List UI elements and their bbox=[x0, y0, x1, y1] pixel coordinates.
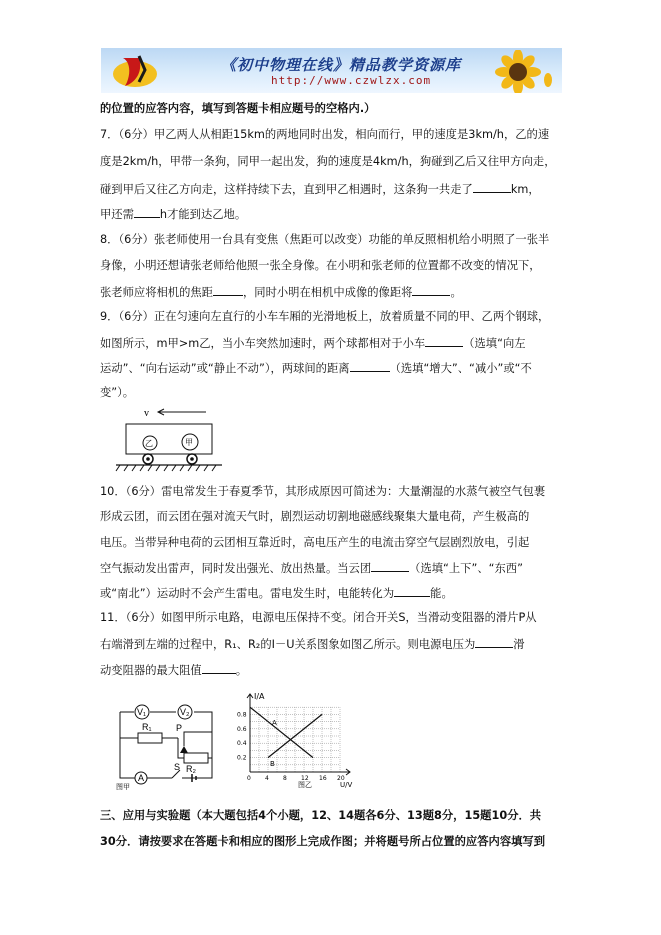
q9-cart-figure bbox=[114, 404, 224, 476]
y-tick-label: 0.8 bbox=[237, 711, 247, 719]
graph-caption: 图乙 bbox=[298, 781, 312, 789]
q7-line-4-text: 甲还需 bbox=[100, 208, 134, 221]
series-b-label: B bbox=[270, 760, 275, 768]
v1-label: V₁ bbox=[137, 707, 147, 717]
header-banner bbox=[101, 48, 562, 93]
q7-line-4 bbox=[100, 206, 246, 223]
sunflower-icon bbox=[478, 50, 558, 93]
q10-line-4-text: 空气振动发出雷声，同时发出强光、放出热量。当云团 bbox=[100, 562, 372, 575]
ground-hatch bbox=[116, 465, 216, 471]
q9-line-3 bbox=[100, 360, 532, 377]
q8-line-3-text-c: 。 bbox=[450, 286, 462, 299]
q10-line-5 bbox=[100, 585, 453, 602]
q9-answer-blank-1[interactable] bbox=[425, 335, 463, 347]
q9-line-1: 9．（6分）正在匀速向左直行的小车车厢的光滑地板上，放着质量不同的甲、乙两个钢球， bbox=[100, 310, 550, 323]
q10-line-2: 形成云团，而云团在强对流天气时，剧烈运动切割地磁感线聚集大量电荷，产生极高的 bbox=[100, 510, 530, 523]
q9-line-3-tail: （选填“增大”、“减小”或“不 bbox=[389, 362, 532, 375]
y-tick-label: 0.4 bbox=[237, 740, 247, 748]
logo-icon bbox=[109, 52, 161, 90]
q7-line-3 bbox=[100, 181, 540, 198]
q11-line-3-tail: 。 bbox=[235, 664, 247, 677]
section3-line-2: 30分．请按要求在答题卡和相应的图形上完成作图；并将题号所占位置的应答内容填写到 bbox=[100, 835, 546, 848]
x-tick-label: 8 bbox=[283, 775, 287, 782]
q8-line-3-text-a: 张老师应将相机的焦距 bbox=[100, 286, 213, 299]
q7-line-4-unit: h才能到达乙地。 bbox=[159, 208, 247, 221]
q10-line-5-text: 或“南北”）运动时不会产生雷电。雷电发生时，电能转化为 bbox=[100, 587, 395, 600]
x-tick-label: 4 bbox=[265, 775, 269, 782]
ball-yi-label: 乙 bbox=[145, 439, 153, 448]
resistor-r1 bbox=[138, 733, 162, 743]
resistor-r2 bbox=[184, 753, 208, 763]
q10-answer-blank-2[interactable] bbox=[394, 585, 430, 597]
q10-line-1: 10．（6分）雷电常发生于春夏季节，其形成原因可简述为：大量潮湿的水蒸气被空气包裹 bbox=[100, 485, 546, 498]
q11-line-3-text: 动变阻器的最大阻值 bbox=[100, 664, 202, 677]
banner-title: 《初中物理在线》精品教学资源库 bbox=[221, 56, 462, 74]
series-a-label: A bbox=[272, 719, 277, 727]
v2-label: V₂ bbox=[180, 707, 190, 717]
iu-graph bbox=[232, 690, 357, 790]
q8-line-3-text-b: ，同时小明在相机中成像的像距将 bbox=[242, 286, 413, 299]
wheel-right-hub bbox=[190, 457, 194, 461]
y-tick-label: 0.6 bbox=[237, 725, 247, 733]
series-a-line bbox=[250, 707, 313, 757]
x-tick-label: 20 bbox=[337, 775, 345, 782]
q7-answer-blank-2[interactable] bbox=[134, 206, 160, 218]
q7-answer-blank-1[interactable] bbox=[473, 181, 511, 193]
switch-s-label: S bbox=[174, 762, 181, 772]
q11-line-2-tail: 滑 bbox=[513, 638, 525, 651]
intro-line: 的位置的应答内容，填写到答题卡相应题号的空格内.） bbox=[100, 102, 376, 115]
q10-line-3: 电压。当带异种电荷的云团相互靠近时，高电压产生的电流击穿空气层剧烈放电，引起 bbox=[100, 536, 530, 549]
q8-answer-blank-2[interactable] bbox=[412, 284, 450, 296]
slider-p-label: P bbox=[176, 723, 183, 733]
q7-line-3-text: 碰到甲后又往乙方向走，这样持续下去，直到甲乙相遇时，这条狗一共走了 bbox=[100, 183, 473, 196]
x-tick-label: 0 bbox=[247, 775, 251, 782]
r2-label: R₂ bbox=[186, 764, 196, 774]
x-tick-label: 16 bbox=[319, 775, 327, 782]
q11-line-3 bbox=[100, 662, 247, 679]
q8-line-1: 8．（6分）张老师使用一台具有变焦（焦距可以改变）功能的单反照相机给小明照了一张半 bbox=[100, 233, 550, 246]
q11-line-2 bbox=[100, 636, 525, 653]
q9-line-2-tail: （选填“向左 bbox=[463, 337, 526, 350]
q9-line-2-text: 如图所示，m甲>m乙，当小车突然加速时，两个球都相对于小车 bbox=[100, 337, 426, 350]
banner-url: http://www.czwlzx.com bbox=[271, 74, 432, 87]
q11-answer-blank-2[interactable] bbox=[202, 662, 236, 674]
y-axis-label: I/A bbox=[254, 692, 265, 701]
x-tick-label: 12 bbox=[301, 775, 309, 782]
x-axis-label: U/V bbox=[340, 781, 353, 789]
q9-line-2 bbox=[100, 335, 526, 352]
ammeter-label: A bbox=[138, 773, 145, 783]
q8-answer-blank-1[interactable] bbox=[213, 284, 243, 296]
wheel-left-hub bbox=[146, 457, 150, 461]
q11-line-2-text: 右端滑到左端的过程中，R₁、R₂的I－U关系图象如图乙所示。则电源电压为 bbox=[100, 638, 476, 651]
q10-line-4 bbox=[100, 560, 523, 577]
q8-line-3 bbox=[100, 284, 462, 301]
circuit-caption: 图甲 bbox=[116, 783, 130, 790]
q7-line-3-unit: km， bbox=[510, 183, 540, 196]
q10-line-4-tail: （选填“上下”、“东西” bbox=[409, 562, 523, 575]
q9-line-4: 变”）。 bbox=[100, 386, 135, 399]
q8-line-2: 身像，小明还想请张老师给他照一张全身像。在小明和张老师的位置都不改变的情况下， bbox=[100, 259, 541, 272]
q10-line-5-tail: 能。 bbox=[430, 587, 453, 600]
velocity-label: v bbox=[144, 408, 149, 419]
cart-body bbox=[126, 424, 212, 454]
section3-line-1: 三、应用与实验题（本大题包括4个小题，12、14题各6分、13题8分，15题10分．共 bbox=[100, 809, 542, 822]
y-tick-label: 0.2 bbox=[237, 754, 247, 762]
q9-answer-blank-2[interactable] bbox=[350, 360, 390, 372]
ball-jia-label: 甲 bbox=[185, 438, 193, 447]
q11-answer-blank-1[interactable] bbox=[475, 636, 513, 648]
slider-arrow-icon bbox=[180, 746, 188, 753]
graph-grid bbox=[250, 707, 340, 772]
q9-line-3-text: 运动”、“向右运动”或“静止不动”），两球间的距离 bbox=[100, 362, 350, 375]
q10-answer-blank-1[interactable] bbox=[371, 560, 409, 572]
q7-line-1: 7．（6分）甲乙两人从相距15km的两地同时出发，相向而行，甲的速度是3km/h，乙的速 bbox=[100, 128, 550, 141]
circuit-diagram bbox=[112, 698, 222, 790]
r1-label: R₁ bbox=[142, 722, 152, 732]
q7-line-2: 度是2km/h，甲带一条狗，同甲一起出发，狗的速度是4km/h，狗碰到乙后又往甲方向走， bbox=[100, 155, 556, 168]
q11-line-1: 11．（6分）如图甲所示电路，电源电压保持不变。闭合开关S，当滑动变阻器的滑片P从 bbox=[100, 611, 537, 624]
